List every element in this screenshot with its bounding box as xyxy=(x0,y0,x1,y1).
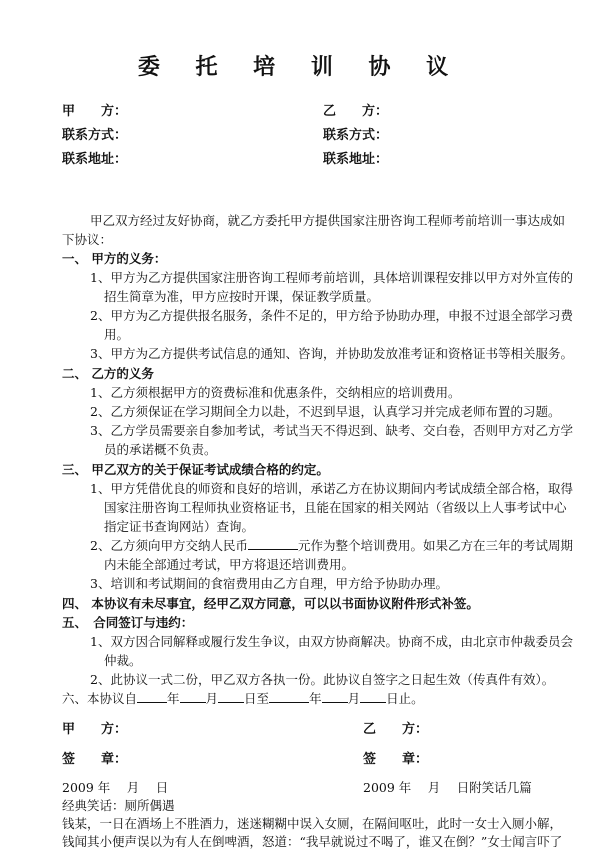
section-3-heading: 三、 甲乙双方的关于保证考试成绩合格的约定。 xyxy=(62,462,329,477)
fee-suffix: 元作为整个培训费用。如果乙方在三年的考试周期 xyxy=(297,538,573,553)
term-month-label: 月 xyxy=(205,691,219,706)
section-2-line: 员的承诺概不负责。 xyxy=(104,442,217,457)
section-1-line: 1、甲方为乙方提供国家注册咨询工程师考前培训，具体培训课程安排以甲方对外宣传的 xyxy=(90,270,573,285)
sign-date-b: 2009 年 月 日附笑话几篇 xyxy=(363,780,532,795)
joke-line: 钱某，一日在酒场上不胜酒力，迷迷糊糊中误入女厕，在隔间呕吐，此时一女士入厕小解， xyxy=(62,816,563,831)
section-3-line: 国家注册咨询工程师执业资格证书，且能在国家的相关网站（省级以上人事考试中心 xyxy=(104,500,567,515)
section-2-line: 1、乙方须根据甲方的资费标准和优惠条件，交纳相应的培训费用。 xyxy=(90,385,461,400)
sign-party-a-label: 甲 方： xyxy=(62,722,128,737)
term-day-to-label: 日至 xyxy=(244,691,270,706)
end-day-blank[interactable] xyxy=(360,690,386,703)
section-3-fee-line xyxy=(90,536,573,554)
section-1-line: 2、甲方为乙方提供报名服务，条件不足的，甲方给予协助办理，申报不过退全部学习费 xyxy=(90,308,573,323)
fee-prefix: 2、乙方须向甲方交纳人民币 xyxy=(90,538,248,553)
joke-line: 钱闻其小便声误以为有人在倒啤酒，怒道：“我早就说过不喝了，谁又在倒？”女士闻言吓了 xyxy=(62,834,563,849)
start-day-blank[interactable] xyxy=(218,690,244,703)
term-year-label: 年 xyxy=(167,691,180,706)
section-3-line: 指定证书查询网站）查询。 xyxy=(104,519,255,534)
section-1-line: 3、甲方为乙方提供考试信息的通知、咨询，并协助发放准考证和资格证书等相关服务。 xyxy=(90,346,573,361)
section-2-heading: 二、 乙方的义务 xyxy=(62,366,154,381)
party-a-address-label: 联系地址： xyxy=(62,152,128,167)
document-title: 委 托 培 训 协 议 xyxy=(137,54,463,80)
section-5-line: 1、双方因合同解释或履行发生争议，由双方协商解决。协商不成，由北京市仲裁委员会 xyxy=(90,634,573,649)
section-5-line: 仲裁。 xyxy=(104,653,142,668)
term-suffix: 日止。 xyxy=(386,691,424,706)
start-year-blank[interactable] xyxy=(137,690,167,703)
term-month-label: 月 xyxy=(347,691,361,706)
intro-line: 下协议： xyxy=(62,232,113,247)
party-b-address-label: 联系地址： xyxy=(323,152,389,167)
section-5-line: 2、此协议一式二份，甲乙双方各执一份。此协议自签字之日起生效（传真件有效）。 xyxy=(90,672,555,687)
section-3-line: 3、培训和考试期间的食宿费用由乙方自理，甲方给予协助办理。 xyxy=(90,576,448,591)
end-year-blank[interactable] xyxy=(269,690,309,703)
section-3-line: 1、甲方凭借优良的师资和良好的培训，承诺乙方在协议期间内考试成绩全部合格，取得 xyxy=(90,481,573,496)
sign-stamp-b-label: 签 章： xyxy=(363,752,429,767)
end-month-blank[interactable] xyxy=(322,690,348,703)
term-prefix: 六、本协议自 xyxy=(62,691,138,706)
sign-date-a: 2009 年 月 日 xyxy=(62,780,169,795)
sign-stamp-a-label: 签 章： xyxy=(62,752,128,767)
sign-party-b-label: 乙 方： xyxy=(363,722,429,737)
section-1-heading: 一、 甲方的义务： xyxy=(62,251,167,266)
section-2-line: 3、乙方学员需要亲自参加考试，考试当天不得迟到、缺考、交白卷，否则甲方对乙方学 xyxy=(90,423,573,438)
intro-line: 甲乙双方经过友好协商，就乙方委托甲方提供国家注册咨询工程师考前培训一事达成如 xyxy=(90,213,566,228)
joke-title: 经典笑话：厕所偶遇 xyxy=(62,798,175,813)
section-2-line: 2、乙方须保证在学习期间全力以赴，不迟到早退，认真学习并完成老师布置的习题。 xyxy=(90,404,561,419)
fee-amount-blank[interactable] xyxy=(248,537,298,550)
section-5-heading: 五、 合同签订与违约： xyxy=(62,615,194,630)
section-1-line: 招生简章为准，甲方应按时开课，保证教学质量。 xyxy=(104,289,380,304)
party-a-contact-label: 联系方式： xyxy=(62,128,128,143)
start-month-blank[interactable] xyxy=(180,690,206,703)
section-4-heading: 四、 本协议有未尽事宜，经甲乙双方同意，可以以书面协议附件形式补签。 xyxy=(62,596,479,611)
party-b-label: 乙 方： xyxy=(323,104,389,119)
term-year-label: 年 xyxy=(309,691,322,706)
agreement-term-line xyxy=(62,689,424,707)
party-b-contact-label: 联系方式： xyxy=(323,128,389,143)
section-3-line: 内未能全部通过考试，甲方将退还培训费用。 xyxy=(104,557,355,572)
party-a-label: 甲 方： xyxy=(62,104,128,119)
section-1-line: 用。 xyxy=(104,327,130,342)
